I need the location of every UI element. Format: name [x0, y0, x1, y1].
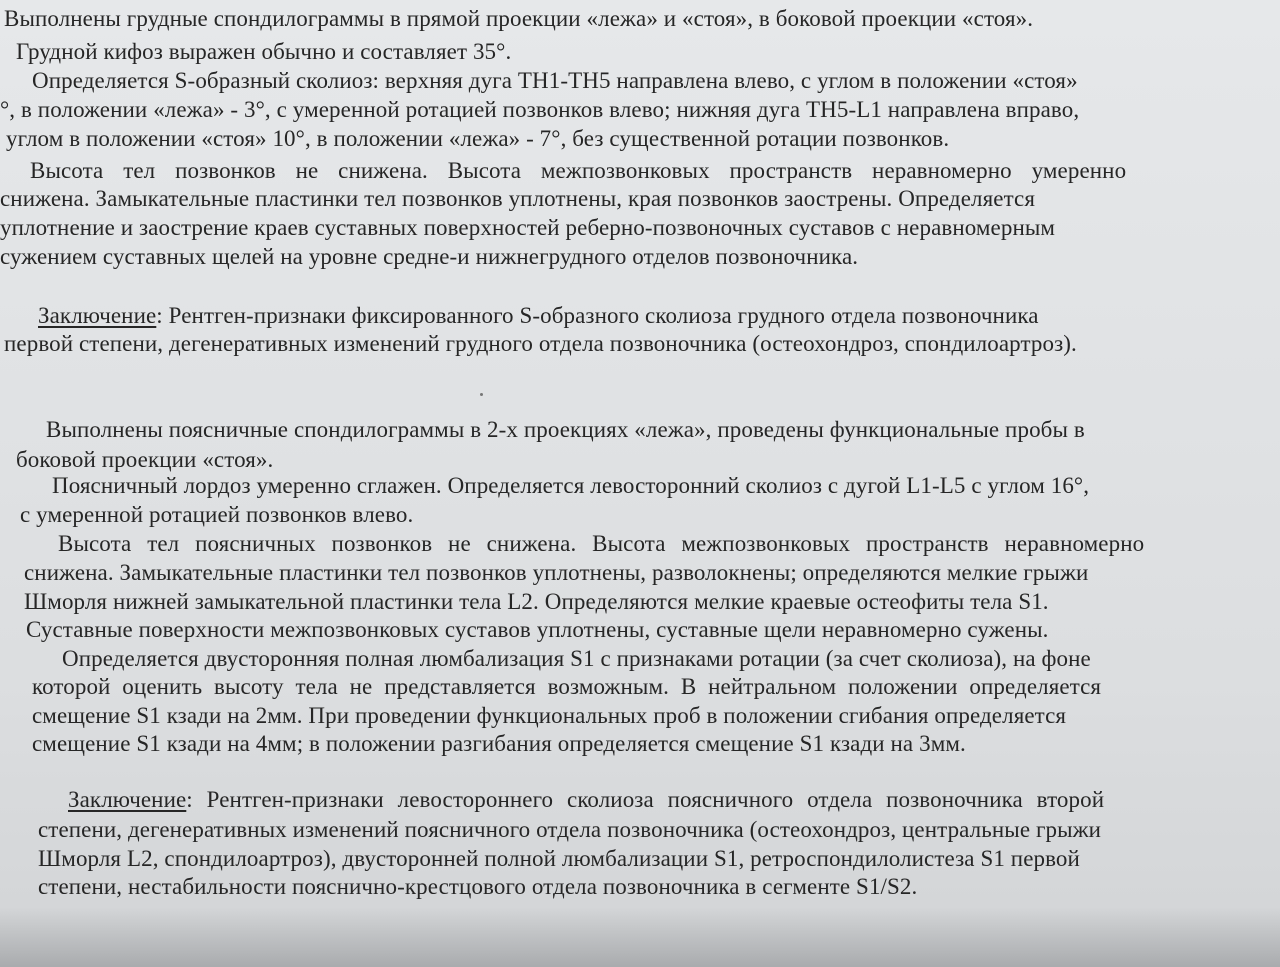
- lumbar-paragraph-4-line-3: смещение S1 кзади на 2мм. При проведении функциональных проб в положении сгибания определяется: [32, 703, 1067, 728]
- thoracic-paragraph-3-line-3: уплотнение и заострение краев суставных поверхностей реберно-позвоночных суставов с неравномерным: [0, 215, 1056, 240]
- thoracic-conclusion-text: : Рентген-признаки фиксированного S-образного сколиоза грудного отдела позвоночника: [156, 303, 1039, 328]
- thoracic-paragraph-2-line-3: углом в положении «стоя» 10°, в положении «лежа» - 7°, без существенной ротации позвонков.: [6, 126, 950, 151]
- lumbar-paragraph-2-line-1: Поясничный лордоз умеренно сглажен. Определяется левосторонний сколиоз с дугой L1-L5 с углом 16°,: [52, 473, 1090, 498]
- thoracic-paragraph-2-line-1: Определяется S-образный сколиоз: верхняя дуга ТН1-ТН5 направлена влево, с углом в положении «стоя»: [32, 68, 1078, 93]
- thoracic-paragraph-2-line-2: °, в положении «лежа» - 3°, с умеренной ротацией позвонков влево; нижняя дуга ТН5-L1 направлена вправо,: [0, 97, 1080, 122]
- lumbar-paragraph-3-line-1: Высота тел поясничных позвонков не снижена. Высота межпозвонковых пространств неравномерно: [58, 531, 1145, 556]
- lumbar-paragraph-3-line-3: Шморля нижней замыкательной пластинки тела L2. Определяются мелкие краевые остеофиты тела S1.: [24, 589, 1049, 614]
- lumbar-paragraph-3-line-2: снижена. Замыкательные пластинки тел позвонков уплотнены, разволокнены; определяются мелкие грыжи: [24, 560, 1089, 585]
- lumbar-paragraph-4-line-1: Определяется двусторонняя полная люмбализация S1 с признаками ротации (за счет сколиоза), на фоне: [62, 646, 1091, 671]
- lumbar-paragraph-4-line-2: которой оценить высоту тела не представляется возможным. В нейтральном положении определяется: [32, 674, 1102, 699]
- lumbar-paragraph-2-line-2: с умеренной ротацией позвонков влево.: [20, 502, 414, 527]
- lumbar-conclusion-line-3: Шморля L2, спондилоартроз), двусторонней полной люмбализации S1, ретроспондилолистеза S1 первой: [38, 846, 1080, 871]
- lumbar-conclusion-label: Заключение: [68, 787, 187, 812]
- thoracic-conclusion-line-2: первой степени, дегенеративных изменений грудного отдела позвоночника (остеохондроз, спондилоартроз).: [4, 331, 1077, 356]
- thoracic-conclusion-label: Заключение: [38, 303, 157, 328]
- thoracic-paragraph-3-line-4: сужением суставных щелей на уровне средне-и нижнегрудного отделов позвоночника.: [0, 244, 859, 269]
- lumbar-paragraph-3-line-4: Суставные поверхности межпозвонковых суставов уплотнены, суставные щели неравномерно сужены.: [26, 617, 1049, 642]
- lumbar-conclusion-line-2: степени, дегенеративных изменений поясничного отдела позвоночника (остеохондроз, центральные грыжи: [38, 817, 1102, 842]
- lumbar-paragraph-1-line-2: боковой проекции «стоя».: [16, 447, 274, 472]
- paper-speck: [480, 393, 483, 396]
- thoracic-paragraph-3-line-1: Высота тел позвонков не снижена. Высота межпозвонковых пространств неравномерно умеренно: [30, 158, 1127, 183]
- thoracic-paragraph-1-line-2: Грудной кифоз выражен обычно и составляет 35°.: [16, 39, 512, 64]
- lumbar-conclusion-line-4: степени, нестабильности пояснично-крестцового отдела позвоночника в сегменте S1/S2.: [38, 874, 918, 899]
- lumbar-conclusion-line-1: [68, 786, 1104, 814]
- lumbar-conclusion-text: : Рентген-признаки левостороннего сколиоза поясничного отдела позвоночника второй: [186, 787, 1105, 812]
- lumbar-paragraph-4-line-4: смещение S1 кзади на 4мм; в положении разгибания определяется смещение S1 кзади на 3мм.: [32, 731, 966, 756]
- thoracic-paragraph-3-line-2: снижена. Замыкательные пластинки тел позвонков уплотнены, края позвонков заострены. Определяется: [0, 186, 1036, 211]
- thoracic-conclusion-line-1: [38, 302, 1039, 330]
- thoracic-paragraph-1-line-1: Выполнены грудные спондилограммы в прямой проекции «лежа» и «стоя», в боковой проекции «стоя».: [4, 6, 1034, 31]
- bottom-edge-shadow: [0, 907, 1280, 967]
- lumbar-paragraph-1-line-1: Выполнены поясничные спондилограммы в 2-х проекциях «лежа», проведены функциональные пробы в: [46, 417, 1085, 442]
